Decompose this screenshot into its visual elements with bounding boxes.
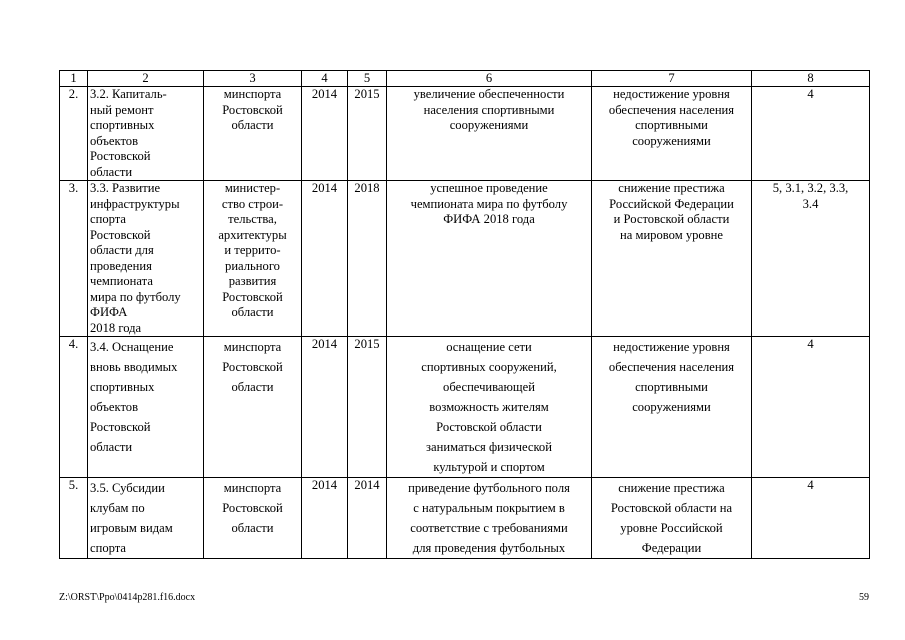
start-year: 2014	[311, 181, 338, 195]
header-cell: 1	[60, 71, 88, 87]
executor: минспорта Ростовской области	[222, 481, 283, 535]
related-indicators: 4	[807, 337, 814, 351]
file-path: Z:\ORST\Ppo\0414p281.f16.docx	[59, 592, 196, 603]
row-number: 3.	[68, 181, 79, 195]
end-year: 2014	[354, 478, 380, 492]
expected-result: успешное проведение чемпионата мира по футболу ФИФА 2018 года	[410, 181, 568, 226]
expected-result: оснащение сети спортивных сооружений, обеспечивающей возможность жителям Ростовской области заниматься физической культурой и спортом	[421, 340, 557, 474]
non-implementation-consequence: снижение престижа Российской Федерации и Ростовской области на мировом уровне	[609, 181, 734, 242]
header-cell: 8	[752, 71, 870, 87]
table-row	[60, 478, 870, 559]
related-indicators: 4	[807, 478, 814, 492]
expected-result: увеличение обеспеченности населения спортивными сооружениями	[413, 87, 565, 132]
executor: минспорта Ростовской области	[222, 87, 283, 132]
row-number: 4.	[68, 337, 79, 351]
non-implementation-consequence: недостижение уровня обеспечения населения спортивными сооружениями	[608, 340, 735, 414]
non-implementation-consequence: недостижение уровня обеспечения населения спортивными сооружениями	[608, 87, 735, 148]
table-row	[60, 87, 870, 181]
header-cell: 3	[204, 71, 302, 87]
related-indicators: 4	[807, 87, 814, 101]
header-cell: 4	[302, 71, 348, 87]
row-number: 5.	[68, 478, 79, 492]
start-year: 2014	[311, 337, 338, 351]
table-row	[60, 337, 870, 478]
measure-name: 3.3. Развитие инфраструктуры спорта Ростовской области для проведения чемпионата мира по футболу ФИФА 2018 года	[90, 181, 181, 335]
end-year: 2018	[354, 181, 380, 195]
expected-result: приведение футбольного поля с натуральным покрытием в соответствие с требованиями для проведения футбольных	[408, 481, 570, 555]
non-implementation-consequence: снижение престижа Ростовской области на уровне Российской Федерации	[610, 481, 733, 555]
measure-name: 3.4. Оснащение вновь вводимых спортивных объектов Ростовской области	[90, 340, 178, 454]
measure-name: 3.5. Субсидии клубам по игровым видам спорта	[90, 481, 173, 555]
header-row	[60, 71, 870, 87]
executor: минспорта Ростовской области	[222, 340, 283, 394]
measure-name: 3.2. Капиталь- ный ремонт спортивных объектов Ростовской области	[90, 87, 167, 179]
header-cell: 5	[348, 71, 387, 87]
end-year: 2015	[354, 337, 380, 351]
related-indicators: 5, 3.1, 3.2, 3.3, 3.4	[772, 181, 849, 211]
start-year: 2014	[311, 87, 338, 101]
page-number: 59	[859, 592, 869, 603]
end-year: 2015	[354, 87, 380, 101]
row-number: 2.	[68, 87, 79, 101]
header-cell: 6	[387, 71, 592, 87]
table-row	[60, 181, 870, 337]
header-cell: 7	[592, 71, 752, 87]
executor: министер- ство строи- тельства, архитектуры и террито- риального развития Ростовской области	[218, 181, 287, 319]
start-year: 2014	[311, 478, 338, 492]
header-cell: 2	[88, 71, 204, 87]
measures-table	[59, 70, 870, 559]
